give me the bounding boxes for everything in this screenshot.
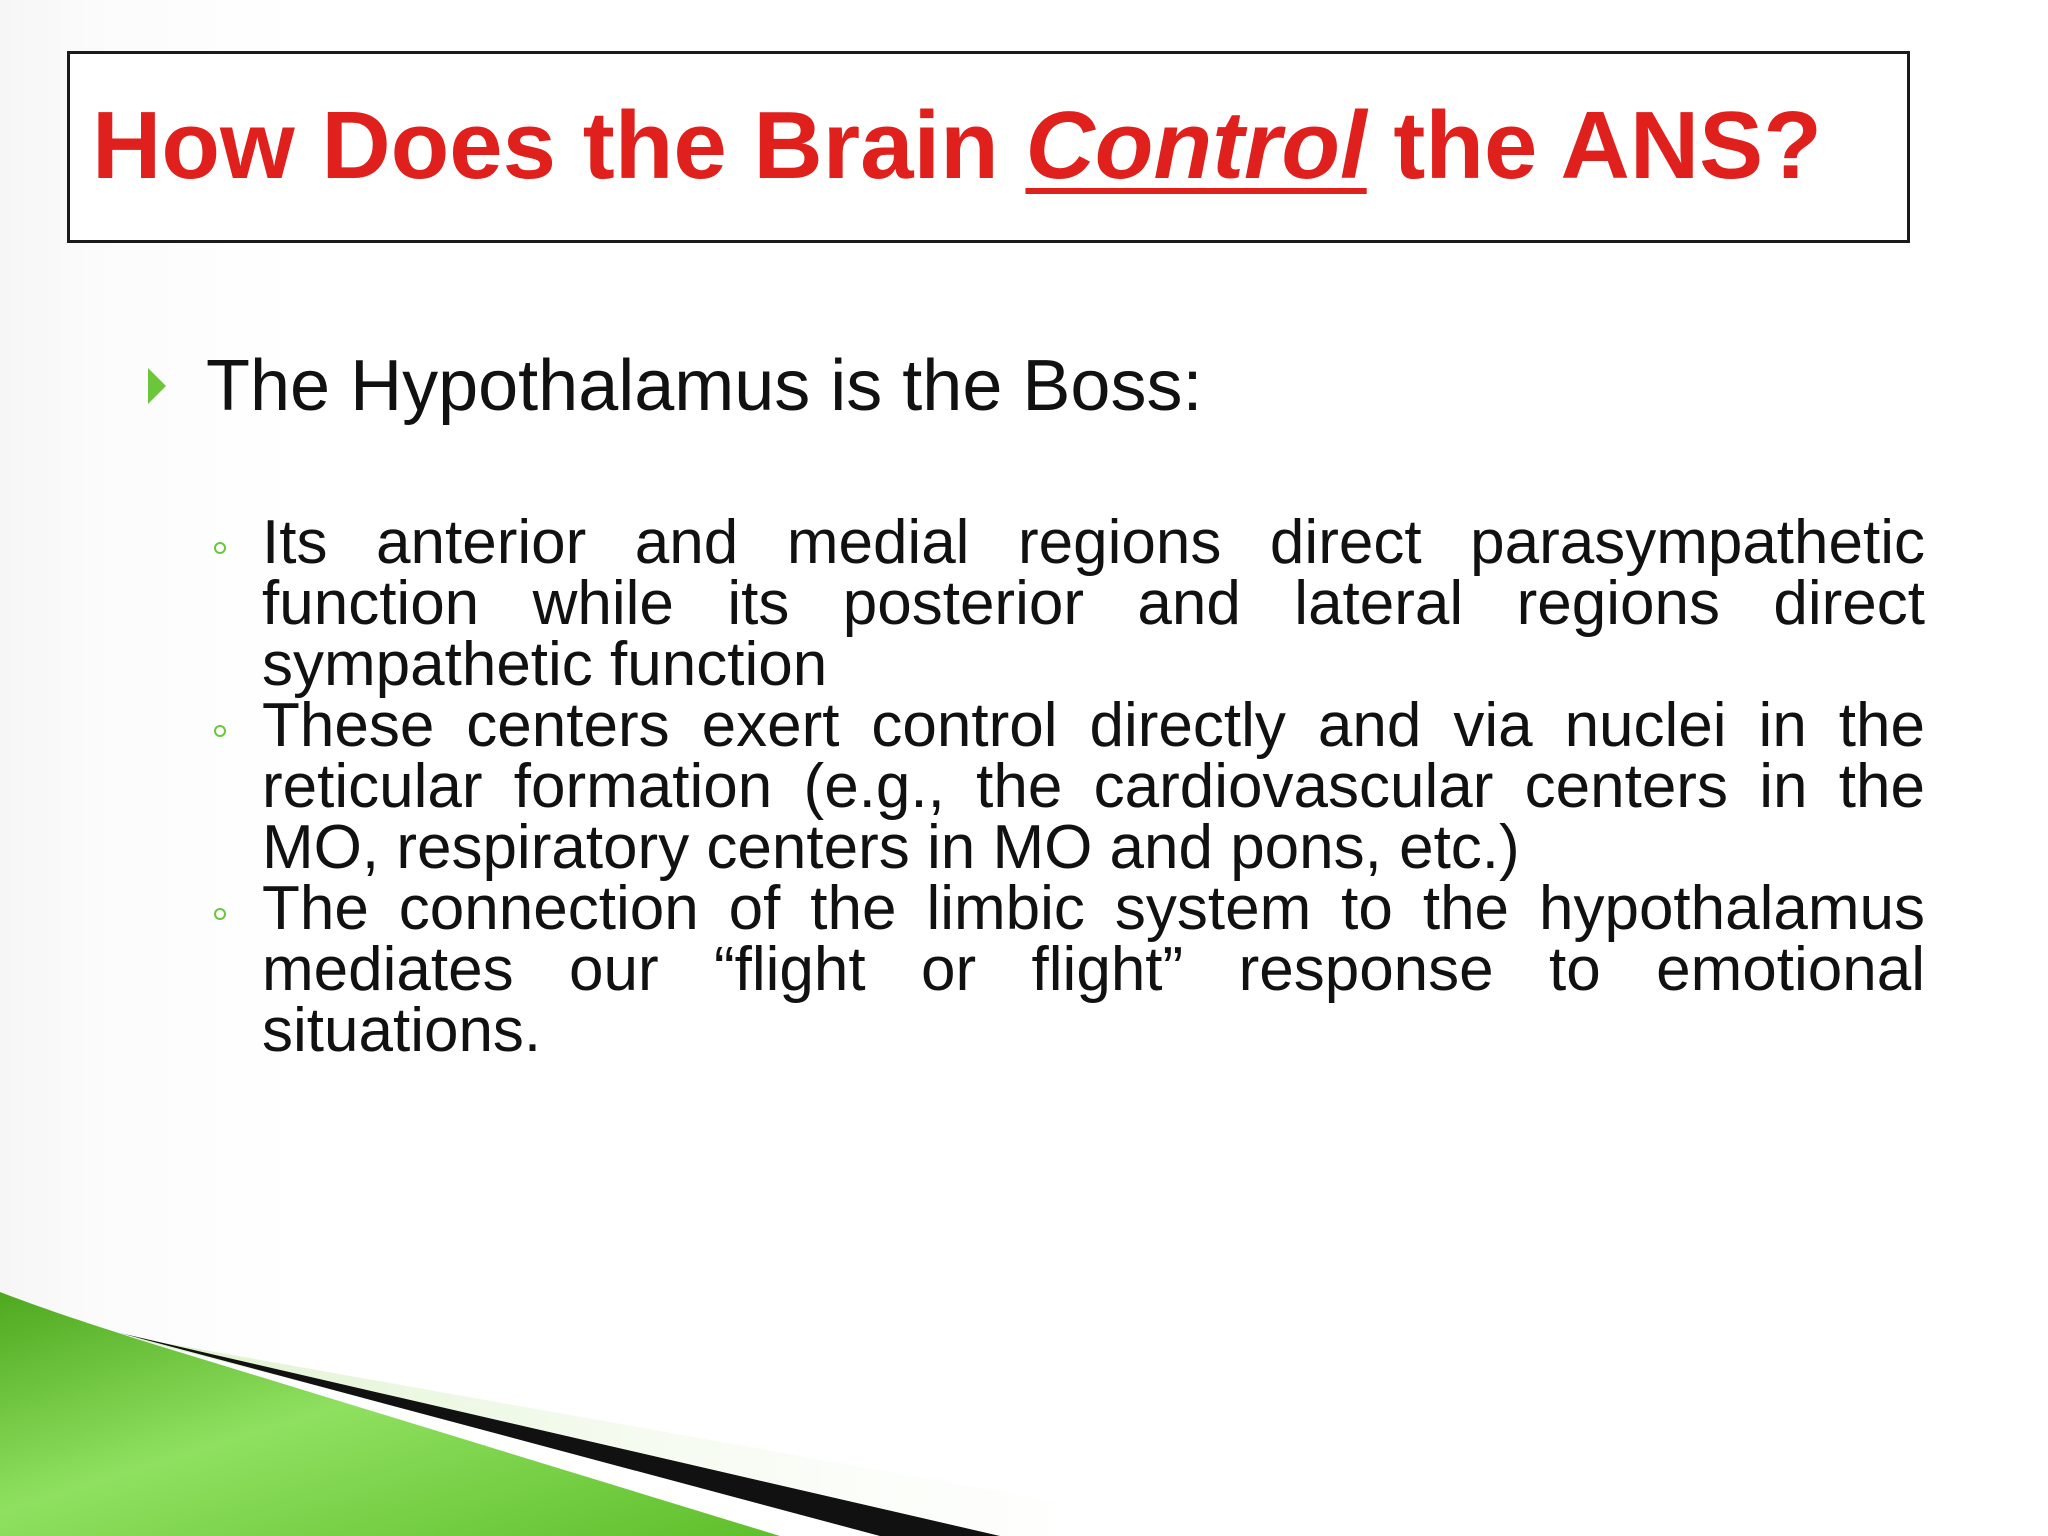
title-part-2: the ANS? [1366, 92, 1822, 199]
title-part-1: How Does the Brain [92, 92, 1026, 199]
title-emphasis: Control [1025, 92, 1367, 199]
sub-bullet-text: The connection of the limbic system to the hypothalamus mediates our “flight or flight” response to emotional situations. [262, 874, 1925, 1065]
sub-bullet-text: These centers exert control directly and via nuclei in the reticular formation (e.g., the cardiovascular centers in the MO, respiratory centers in MO and pons, etc.) [262, 691, 1925, 882]
sub-bullet-text: Its anterior and medial regions direct parasympathetic function while its posterior and lateral regions direct sympathetic function [262, 508, 1925, 699]
main-bullet-text: The Hypothalamus is the Boss: [206, 346, 1203, 426]
